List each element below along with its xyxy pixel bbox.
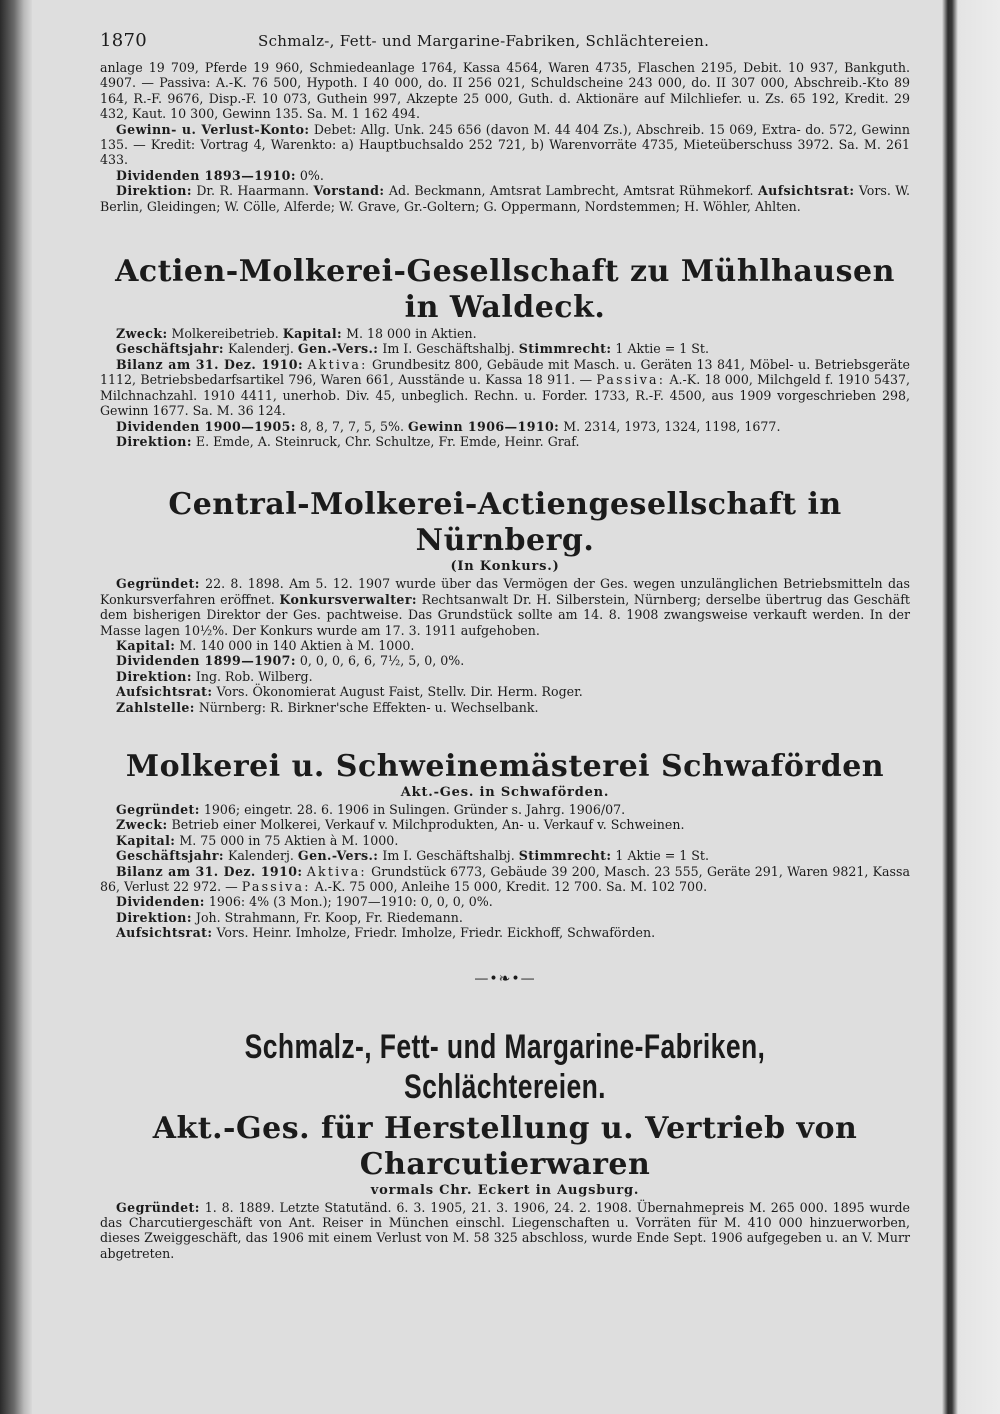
guv-text: Debet: Allg. Unk. 245 656 (davon M. 44 404 Zs.), Abschreib. 15 069, Extra- do. 572, Gewinn 135. — Kredit: Vortrag 4, Warenkto: a) Hauptbuchsaldo 252 721, b) Warenvorräte 4735, Mieteüberschuss 3972. Sa. M. 261 433. — [100, 121, 910, 168]
aufsichtsrat-paragraph — [100, 684, 910, 699]
gegruendet-text: 22. 8. 1898. Am 5. 12. 1907 wurde über das Vermögen der Ges. wegen unzulänglichen Betriebsmitteln das Konkursverfahren eröffnet. — [100, 576, 910, 607]
entry-previous-continuation — [100, 60, 910, 214]
passiva-label: Passiva: — [241, 879, 311, 894]
konkursverwalter-text: Rechtsanwalt Dr. H. Silberstein, Nürnberg; derselbe übertrug das Geschäft dem bisherigen Direktor der Ges. pachtweise. Das Grundstück sollte am 14. 8. 1908 zwangsweise verkauft werden. In der Masse lagen 10½%. Der Konkurs wurde am 17. 3. 1911 aufgehoben. — [100, 591, 910, 638]
bilanz-label: Bilanz am 31. Dez. 1910: — [116, 356, 304, 372]
genvers-text: Im I. Geschäftshalbj. — [382, 848, 515, 864]
stimmrecht-text: 1 Aktie = 1 St. — [615, 848, 709, 864]
kapital-label: Kapital: — [116, 637, 176, 653]
direktion-label: Direktion: — [116, 909, 192, 925]
bilanz-paragraph — [100, 357, 910, 419]
genvers-label: Gen.-Vers.: — [297, 848, 379, 864]
kapital-text: M. 18 000 in Aktien. — [346, 326, 477, 342]
kapital-text: M. 140 000 in 140 Aktien à M. 1000. — [179, 637, 415, 653]
entry-muehlhausen — [100, 254, 910, 449]
company-subtitle: vormals Chr. Eckert in Augsburg. — [370, 1182, 640, 1198]
zahlstelle-paragraph — [100, 700, 910, 715]
dividends-paragraph — [100, 653, 910, 668]
company-title: Central-Molkerei-Actiengesellschaft in Nürnberg. — [168, 487, 842, 559]
direktion-text: Dr. R. Haarmann. — [196, 183, 310, 199]
section-title: Schmalz-, Fett- und Margarine-Fabriken, Schlächtereien. — [244, 1027, 766, 1106]
direktion-label: Direktion: — [116, 668, 192, 684]
zahlstelle-label: Zahlstelle: — [116, 699, 195, 715]
passiva-text: A.-K. 75 000, Anleihe 15 000, Kredit. 12 700. Sa. M. 102 700. — [314, 879, 708, 894]
dividends-label: Dividenden 1899—1907: — [116, 653, 296, 669]
gegruendet-label: Gegründet: — [116, 801, 200, 817]
running-title: Schmalz-, Fett- und Margarine-Fabriken, Schlächtereien. — [258, 32, 710, 50]
zweck-label: Zweck: — [116, 326, 168, 342]
direktion-paragraph — [100, 669, 910, 684]
bilanz-continuation: anlage 19 709, Pferde 19 960, Schmiedeanlage 1764, Kassa 4564, Waren 4735, Flaschen 2195, Debit. 10 937, Bankguth. 4907. — Passiva: A.-K. 76 500, Hypoth. I 40 000, do. II 256 021, Schuldscheine 243 000, do. II 307 000, Abschreib.-Kto 89 164, R.-F. 9676, Disp.-F. 10 073, Guthein 997, Akzepte 25 000, Guth. d. Aktionäre auf Milchliefer. u. Zs. 65 192, Kredit. 29 432, Kaut. 10 300, Gewinn 135. Sa. M. 1 162 494. — [100, 60, 910, 122]
zahlstelle-text: Nürnberg: R. Birkner'sche Effekten- u. Wechselbank. — [198, 699, 539, 715]
gewinn-text: M. 2314, 1973, 1324, 1198, 1677. — [563, 418, 781, 434]
company-title: Actien-Molkerei-Gesellschaft zu Mühlhausen in Waldeck. — [115, 254, 895, 326]
zweck-label: Zweck: — [116, 817, 168, 833]
guv-label: Gewinn- u. Verlust-Konto: — [116, 121, 310, 137]
aktiva-label: Aktiva: — [306, 863, 367, 879]
geschaeftsjahr-text: Kalenderj. — [227, 341, 294, 357]
direktion-paragraph — [100, 434, 910, 449]
geschaeftsjahr-text: Kalenderj. — [227, 848, 294, 864]
dividends-text: 8, 8, 7, 7, 5, 5%. — [299, 418, 404, 434]
aufsichtsrat-paragraph — [100, 925, 910, 940]
genvers-label: Gen.-Vers.: — [297, 341, 379, 357]
gegruendet-label: Gegründet: — [116, 576, 200, 592]
dividends-paragraph — [100, 894, 910, 909]
aufsichtsrat-label: Aufsichtsrat: — [116, 925, 213, 941]
kapital-paragraph — [100, 638, 910, 653]
vorstand-text: Ad. Beckmann, Amtsrat Lambrecht, Amtsrat Rühmekorf. — [388, 183, 754, 199]
gegruendet-label: Gegründet: — [116, 1199, 200, 1215]
company-subtitle: Akt.-Ges. in Schwaförden. — [400, 784, 610, 800]
kapital-text: M. 75 000 in 75 Aktien à M. 1000. — [179, 832, 399, 848]
aufsichtsrat-text: Vors. Heinr. Imholze, Friedr. Imholze, Friedr. Eickhoff, Schwaförden. — [216, 925, 656, 941]
gegruendet-text: 1906; eingetr. 28. 6. 1906 in Sulingen. Gründer s. Jahrg. 1906/07. — [203, 801, 626, 817]
stimmrecht-label: Stimmrecht: — [518, 341, 612, 357]
kapital-label: Kapital: — [282, 326, 343, 342]
zweck-paragraph — [100, 817, 910, 832]
zweck-text: Molkereibetrieb. — [171, 326, 279, 342]
gegruendet-paragraph — [100, 1200, 910, 1262]
entry-schwafoerden — [100, 749, 910, 941]
entry-augsburg — [100, 1111, 910, 1262]
geschaeftsjahr-label: Geschäftsjahr: — [116, 341, 224, 357]
guv-paragraph — [100, 122, 910, 168]
aufsichtsrat-text: Vors. W. Berlin, Gleidingen; W. Cölle, Alferde; W. Grave, Gr.-Goltern; G. Oppermann, Nordstemmen; H. Wöhler, Ahlten. — [100, 183, 910, 214]
dividends-paragraph — [100, 419, 910, 434]
entry-nuernberg — [100, 487, 910, 715]
zweck-text: Betrieb einer Molkerei, Verkauf v. Milchprodukten, An- u. Verkauf v. Schweinen. — [171, 817, 685, 833]
direktion-label: Direktion: — [116, 183, 192, 199]
dividends-text: 1906: 4% (3 Mon.); 1907—1910: 0, 0, 0, 0%. — [208, 894, 493, 910]
dividends-label: Dividenden 1893—1910: — [116, 167, 296, 183]
aktiva-text: Grundbesitz 800, Gebäude mit Masch. u. Geräten 13 841, Möbel- u. Betriebsgeräte 1112, Betriebsbedarfsartikel 796, Waren 661, Ausstände u. Kassa 18 911. — — [100, 356, 910, 388]
passiva-label: Passiva: — [596, 372, 666, 388]
fiscal-paragraph — [100, 848, 910, 863]
company-title: Molkerei u. Schweinemästerei Schwaförden — [125, 748, 885, 784]
kapital-label: Kapital: — [116, 832, 176, 848]
aufsichtsrat-label: Aufsichtsrat: — [116, 684, 213, 700]
bilanz-label: Bilanz am 31. Dez. 1910: — [116, 863, 303, 879]
fiscal-paragraph — [100, 341, 910, 356]
aufsichtsrat-label: Aufsichtsrat: — [757, 183, 855, 199]
genvers-text: Im I. Geschäftshalbj. — [382, 341, 515, 357]
dividends-label: Dividenden: — [116, 894, 205, 910]
direktion-text: E. Emde, A. Steinruck, Chr. Schultze, Fr. Emde, Heinr. Graf. — [195, 433, 580, 449]
stimmrecht-label: Stimmrecht: — [518, 848, 612, 864]
dividends-text: 0, 0, 0, 6, 6, 7½, 5, 0, 0%. — [299, 653, 465, 669]
geschaeftsjahr-label: Geschäftsjahr: — [116, 848, 224, 864]
aufsichtsrat-text: Vors. Ökonomierat August Faist, Stellv. Dir. Herm. Roger. — [216, 684, 583, 700]
stimmrecht-text: 1 Aktie = 1 St. — [615, 341, 709, 357]
scan-edge-left — [0, 0, 32, 1414]
gegruendet-paragraph — [100, 802, 910, 817]
management-paragraph — [100, 183, 910, 214]
kapital-paragraph — [100, 833, 910, 848]
running-head — [100, 30, 910, 60]
ornament-divider: —•❧•— — [474, 970, 536, 987]
vorstand-label: Vorstand: — [313, 183, 385, 199]
scan-edge-right — [942, 0, 1000, 1414]
dividends-paragraph — [100, 168, 910, 183]
direktion-paragraph — [100, 910, 910, 925]
direktion-text: Ing. Rob. Wilberg. — [195, 668, 313, 684]
konkursverwalter-label: Konkursverwalter: — [279, 591, 417, 607]
page-number: 1870 — [100, 30, 148, 51]
company-subtitle: (In Konkurs.) — [450, 559, 560, 575]
dividends-label: Dividenden 1900—1905: — [116, 418, 296, 434]
dividends-text: 0%. — [299, 167, 324, 183]
gewinn-label: Gewinn 1906—1910: — [408, 418, 560, 434]
passiva-text: A.-K. 18 000, Milchgeld f. 1910 5437, Milchnachzahl. 1910 4411, unerhob. Div. 45, unbeglich. Rechn. u. Forder. 1733, R.-F. 4500, aus 1909 vorgeschrieben 298, Gewinn 1677. Sa. M. 36 124. — [100, 372, 910, 419]
basics-paragraph — [100, 326, 910, 341]
aktiva-label: Aktiva: — [307, 356, 368, 372]
gegruendet-text: 1. 8. 1889. Letzte Statutänd. 6. 3. 1905, 21. 3. 1906, 24. 2. 1908. Übernahmepreis M. 265 000. 1895 wurde das Charcutiergeschäft von Ant. Reiser in München einschl. Liegenschaften u. Vorräten für M. 410 000 hinzuerworben, dieses Zweiggeschäft, das 1906 mit einem Verlust von M. 58 325 abschloss, wurde Ende Sept. 1906 aufgegeben u. an V. Murr abgetreten. — [100, 1199, 910, 1261]
company-title: Akt.-Ges. für Herstellung u. Vertrieb von Charcutierwaren — [152, 1110, 858, 1182]
history-paragraph — [100, 576, 910, 638]
direktion-text: Joh. Strahmann, Fr. Koop, Fr. Riedemann. — [195, 909, 463, 925]
aktiva-text: Grundstück 6773, Gebäude 39 200, Masch. 23 555, Geräte 291, Waren 9821, Kassa 86, Verlust 22 972. — — [100, 863, 910, 894]
book-page — [100, 30, 910, 1261]
direktion-label: Direktion: — [116, 433, 192, 449]
bilanz-paragraph — [100, 864, 910, 895]
